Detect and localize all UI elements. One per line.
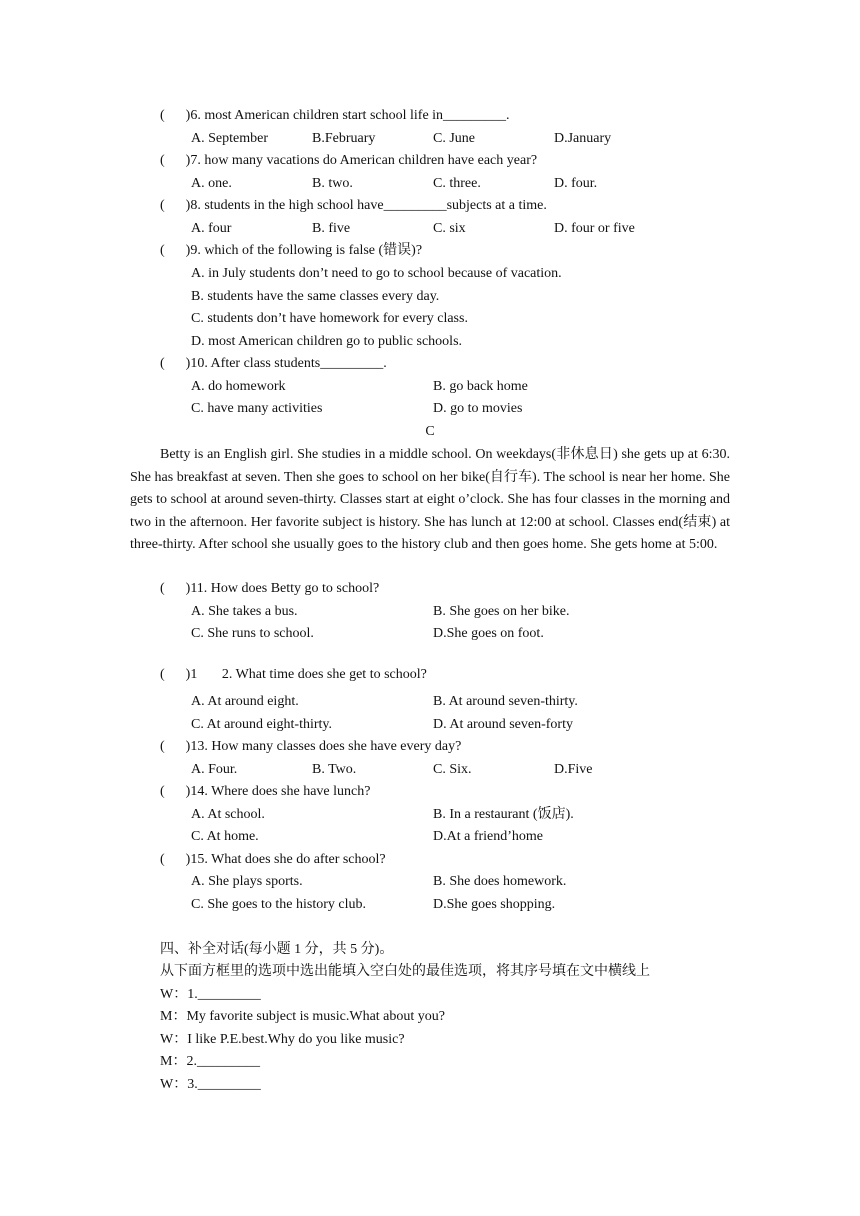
question-13-option-d: D.Five <box>554 762 593 777</box>
question-10-option-b: B. go back home <box>433 379 528 394</box>
question-6-stem: ( )6. most American children start school life in_________. <box>160 108 510 123</box>
question-14-stem: ( )14. Where does she have lunch? <box>160 784 371 799</box>
question-7-option-d: D. four. <box>554 176 598 191</box>
question-14-option-c: C. At home. <box>191 829 259 844</box>
question-13-stem: ( )13. How many classes does she have every day? <box>160 739 462 754</box>
question-6-option-b: B.February <box>312 131 376 146</box>
question-7-option-a: A. one. <box>191 176 232 191</box>
question-15-option-d: D.She goes shopping. <box>433 897 556 912</box>
question-8-option-a: A. four <box>191 221 232 236</box>
question-13-option-c: C. Six. <box>433 762 472 777</box>
question-15-stem: ( )15. What does she do after school? <box>160 852 386 867</box>
question-8-stem: ( )8. students in the high school have_________subjects at a time. <box>160 198 547 213</box>
question-8-option-b: B. five <box>312 221 351 236</box>
question-13-option-a: A. Four. <box>191 762 238 777</box>
question-9-stem: ( )9. which of the following is false (错误)? <box>160 243 423 258</box>
question-7-option-b: B. two. <box>312 176 353 191</box>
question-6-option-d: D.January <box>554 131 612 146</box>
question-10-option-d: D. go to movies <box>433 401 523 416</box>
question-10-stem: ( )10. After class students_________. <box>160 356 387 371</box>
dialogue-line-5: W：3._________ <box>160 1077 261 1092</box>
question-10-option-c: C. have many activities <box>191 401 323 416</box>
question-12-option-c: C. At around eight-thirty. <box>191 717 333 732</box>
question-9-option-c: C. students don’t have homework for every class. <box>191 311 468 326</box>
question-12-option-a: A. At around eight. <box>191 694 299 709</box>
question-14-option-a: A. At school. <box>191 807 265 822</box>
passage-c: Betty is an English girl. She studies in a middle school. On weekdays(非休息日) she gets up at 6:30. She has breakfast at seven. Then she goes to school on her bike(自行车). The school is near her home. She gets to school at around seven-thirty. Classes start at eight o’clock. She has four classes in the morning and two in the afternoon. Her favorite subject is history. She has lunch at 12:00 at school. Classes end(结束) at three-thirty. After school she usually goes to the history club and then goes home. She gets home at 5:00. <box>130 447 730 553</box>
question-8-option-d: D. four or five <box>554 221 635 236</box>
section-4-title: 四、补全对话(每小题 1 分，共 5 分)。 <box>160 942 394 957</box>
dialogue-line-4: M：2._________ <box>160 1054 260 1069</box>
question-9-option-b: B. students have the same classes every day. <box>191 289 440 304</box>
dialogue-line-3: W：I like P.E.best.Why do you like music? <box>160 1032 405 1047</box>
question-10-option-a: A. do homework <box>191 379 286 394</box>
question-11-option-d: D.She goes on foot. <box>433 626 544 641</box>
question-8-option-c: C. six <box>433 221 466 236</box>
question-12-option-d: D. At around seven-forty <box>433 717 573 732</box>
dialogue-line-2: M：My favorite subject is music.What about you? <box>160 1009 445 1024</box>
question-14-option-d: D.At a friend’home <box>433 829 544 844</box>
question-11-option-b: B. She goes on her bike. <box>433 604 570 619</box>
question-7-stem: ( )7. how many vacations do American children have each year? <box>160 153 538 168</box>
question-15-option-a: A. She plays sports. <box>191 874 303 889</box>
question-13-option-b: B. Two. <box>312 762 357 777</box>
section-c-heading: C <box>425 424 435 439</box>
question-14-option-b: B. In a restaurant (饭店). <box>433 807 574 822</box>
question-6-option-c: C. June <box>433 131 475 146</box>
section-4-instruction: 从下面方框里的选项中选出能填入空白处的最佳选项，将其序号填在文中横线上 <box>160 964 650 979</box>
question-15-option-b: B. She does homework. <box>433 874 567 889</box>
question-7-option-c: C. three. <box>433 176 481 191</box>
question-11-stem: ( )11. How does Betty go to school? <box>160 581 380 596</box>
question-11-option-c: C. She runs to school. <box>191 626 314 641</box>
question-12-stem: ( )1 2. What time does she get to school? <box>160 667 427 682</box>
question-6-option-a: A. September <box>191 131 268 146</box>
question-12-option-b: B. At around seven-thirty. <box>433 694 578 709</box>
question-11-option-a: A. She takes a bus. <box>191 604 298 619</box>
question-9-option-d: D. most American children go to public schools. <box>191 334 463 349</box>
question-9-option-a: A. in July students don’t need to go to school because of vacation. <box>191 266 562 281</box>
question-15-option-c: C. She goes to the history club. <box>191 897 366 912</box>
dialogue-line-1: W：1._________ <box>160 987 261 1002</box>
